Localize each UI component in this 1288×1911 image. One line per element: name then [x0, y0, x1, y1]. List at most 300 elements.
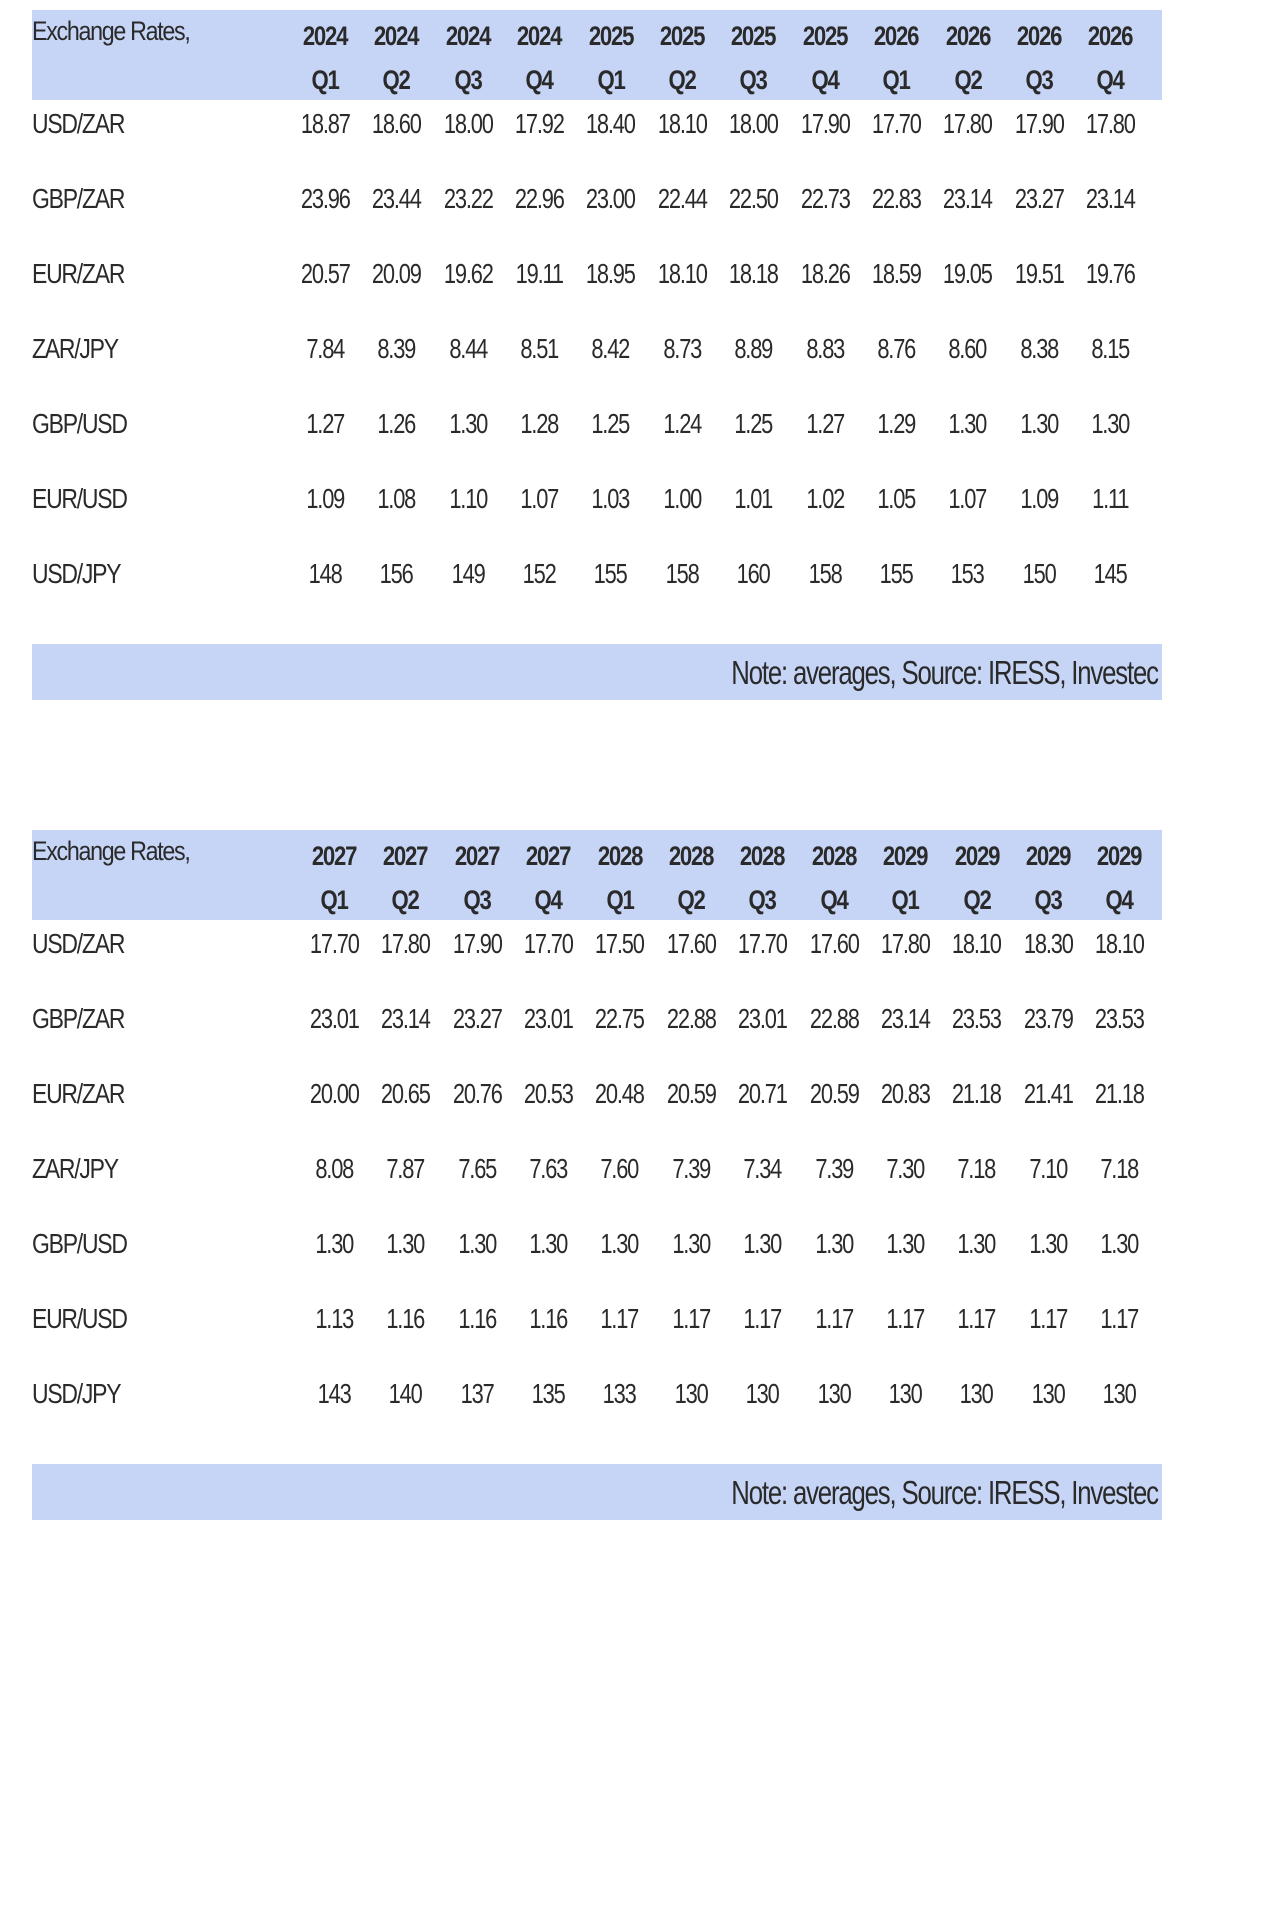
rate-value-text: 17.60	[666, 928, 716, 959]
column-quarter: Q4	[1105, 885, 1133, 915]
rate-value-text: 1.30	[1029, 1228, 1067, 1259]
rate-value-text: 1.17	[814, 1303, 853, 1334]
column-quarter: Q2	[668, 65, 696, 95]
rate-value	[360, 483, 432, 515]
table-title: Exchange Rates,	[32, 836, 190, 866]
rate-value	[1003, 183, 1075, 215]
rate-value	[1074, 483, 1146, 515]
rate-value-text: 130	[1031, 1378, 1065, 1409]
rate-value	[932, 258, 1004, 290]
rate-value	[1003, 483, 1075, 515]
rate-value	[646, 483, 718, 515]
rate-value-text: 149	[451, 558, 485, 589]
column-year: 2029	[1097, 841, 1142, 871]
rate-value	[655, 1153, 727, 1185]
rate-value	[726, 1003, 798, 1035]
rate-value	[1074, 408, 1146, 440]
rate-value-text: 17.70	[737, 928, 787, 959]
rate-value	[360, 108, 432, 140]
rate-value-text: 20.53	[523, 1078, 573, 1109]
rate-value	[1083, 1303, 1155, 1335]
rate-value-text: 23.14	[943, 183, 992, 214]
rate-value-text: 23.14	[1085, 183, 1135, 214]
column-header	[1013, 834, 1083, 922]
rate-value-text: 17.70	[871, 108, 921, 139]
rate-value-text: 1.25	[591, 408, 630, 439]
rate-value	[869, 928, 941, 960]
rate-value	[298, 1378, 370, 1410]
column-year: 2029	[954, 841, 999, 871]
rate-value	[503, 333, 575, 365]
rate-value	[441, 1378, 513, 1410]
column-header	[513, 834, 583, 922]
rate-value	[512, 1228, 584, 1260]
column-quarter: Q1	[606, 885, 634, 915]
rate-value-text: 18.87	[300, 108, 350, 139]
rate-value	[1074, 333, 1146, 365]
rate-value	[575, 408, 647, 440]
rate-value-text: 8.73	[663, 333, 701, 364]
rate-value	[1074, 558, 1146, 590]
rate-value-text: 7.65	[457, 1153, 496, 1184]
rate-value	[298, 1078, 370, 1110]
rate-value-text: 23.96	[300, 183, 350, 214]
currency-pair-label: GBP/USD	[32, 408, 127, 439]
rate-value	[789, 333, 861, 365]
rate-value-text: 18.00	[728, 108, 778, 139]
rate-value-text: 23.53	[952, 1003, 1001, 1034]
rate-value-text: 18.60	[371, 108, 421, 139]
rate-value-text: 18.95	[586, 258, 635, 289]
rate-value	[369, 928, 441, 960]
rate-value	[869, 1078, 941, 1110]
rate-value	[726, 1078, 798, 1110]
rate-value-text: 1.07	[520, 483, 559, 514]
rate-value-text: 22.44	[657, 183, 707, 214]
rate-value-text: 148	[308, 558, 342, 589]
rate-value-text: 8.83	[805, 333, 844, 364]
rate-value	[798, 1378, 870, 1410]
column-header	[504, 14, 574, 102]
table-note-bar	[32, 1464, 1162, 1520]
rate-value	[869, 1378, 941, 1410]
rate-value	[289, 483, 361, 515]
rate-value	[941, 1153, 1013, 1185]
column-year: 2025	[802, 21, 847, 51]
rate-value	[789, 558, 861, 590]
rate-value-text: 1.25	[734, 408, 773, 439]
rate-value-text: 7.18	[1100, 1153, 1139, 1184]
rate-value-text: 130	[888, 1378, 922, 1409]
rate-value	[646, 183, 718, 215]
column-year: 2028	[811, 841, 856, 871]
rate-value	[860, 333, 932, 365]
table-row	[32, 400, 1162, 475]
currency-pair-label: ZAR/JPY	[32, 333, 118, 364]
rate-value	[798, 1003, 870, 1035]
rate-value	[1012, 1228, 1084, 1260]
column-year: 2024	[517, 21, 562, 51]
rate-value	[1083, 1378, 1155, 1410]
rate-value-text: 18.59	[871, 258, 921, 289]
column-quarter: Q1	[597, 65, 625, 95]
source-note: Note: averages, Source: IRESS, Investec	[731, 654, 1158, 691]
rate-value-text: 23.14	[880, 1003, 930, 1034]
rate-value	[717, 333, 789, 365]
rate-value-text: 23.44	[371, 183, 421, 214]
rate-value-text: 19.05	[943, 258, 992, 289]
rate-value	[860, 258, 932, 290]
rate-value-text: 1.09	[1020, 483, 1058, 514]
rate-value	[798, 1078, 870, 1110]
column-quarter: Q1	[311, 65, 339, 95]
rate-value-text: 1.17	[957, 1303, 996, 1334]
rate-value-text: 23.01	[523, 1003, 573, 1034]
column-quarter: Q2	[382, 65, 410, 95]
exchange-rates-table-2024-2026	[32, 10, 1162, 700]
column-year: 2026	[874, 21, 919, 51]
rate-value	[941, 1078, 1013, 1110]
rate-value	[512, 1003, 584, 1035]
rate-value-text: 1.02	[805, 483, 844, 514]
rate-value	[860, 183, 932, 215]
rate-value-text: 19.62	[443, 258, 493, 289]
rate-value	[575, 333, 647, 365]
rate-value	[289, 333, 361, 365]
rate-value-text: 21.41	[1023, 1078, 1073, 1109]
column-year: 2024	[445, 21, 490, 51]
source-note: Note: averages, Source: IRESS, Investec	[731, 1474, 1158, 1511]
rate-value	[289, 258, 361, 290]
rate-value-text: 8.39	[377, 333, 416, 364]
rate-value	[289, 108, 361, 140]
exchange-rates-table-2027-2029	[32, 830, 1162, 1520]
rate-value	[369, 1153, 441, 1185]
rate-value-text: 1.28	[520, 408, 559, 439]
rate-value	[1012, 1303, 1084, 1335]
rate-value	[798, 928, 870, 960]
rate-value-text: 8.89	[734, 333, 773, 364]
rate-value	[575, 558, 647, 590]
rate-value-text: 17.90	[452, 928, 502, 959]
column-quarter: Q2	[954, 65, 982, 95]
rate-value-text: 23.01	[309, 1003, 359, 1034]
rate-value	[441, 1303, 513, 1335]
rate-value	[717, 408, 789, 440]
rate-value-text: 23.14	[380, 1003, 430, 1034]
rate-value-text: 8.60	[948, 333, 987, 364]
currency-pair-label: EUR/USD	[32, 483, 127, 514]
rate-value-text: 20.59	[809, 1078, 859, 1109]
rate-value	[646, 108, 718, 140]
column-header	[1075, 14, 1145, 102]
rate-value-text: 1.17	[600, 1303, 639, 1334]
rate-value	[1003, 558, 1075, 590]
column-year: 2027	[454, 841, 499, 871]
rate-value-text: 8.38	[1020, 333, 1058, 364]
rate-value	[869, 1003, 941, 1035]
rate-value-text: 22.88	[809, 1003, 859, 1034]
column-header	[647, 14, 717, 102]
table-row	[32, 1370, 1162, 1445]
rate-value-text: 1.00	[663, 483, 701, 514]
rate-value	[1083, 928, 1155, 960]
rate-value	[1003, 408, 1075, 440]
rate-value-text: 152	[522, 558, 556, 589]
rate-value	[575, 108, 647, 140]
rate-value-text: 19.51	[1014, 258, 1064, 289]
rate-value	[512, 1153, 584, 1185]
rate-value-text: 17.90	[800, 108, 850, 139]
rate-value-text: 158	[665, 558, 699, 589]
rate-value-text: 1.11	[1092, 483, 1129, 514]
rate-value-text: 22.88	[666, 1003, 716, 1034]
column-header	[1004, 14, 1074, 102]
rate-value-text: 21.18	[952, 1078, 1001, 1109]
rate-value	[1012, 1003, 1084, 1035]
column-header	[1084, 834, 1154, 922]
rate-value	[512, 1378, 584, 1410]
rate-value	[503, 258, 575, 290]
rate-value	[932, 183, 1004, 215]
rate-value-text: 20.71	[737, 1078, 787, 1109]
rate-value	[941, 1303, 1013, 1335]
rate-value-text: 20.59	[666, 1078, 716, 1109]
column-header	[585, 834, 655, 922]
column-quarter: Q3	[1025, 65, 1053, 95]
column-year: 2026	[1088, 21, 1133, 51]
rate-value	[1074, 183, 1146, 215]
rate-value	[655, 1003, 727, 1035]
rate-value	[655, 1228, 727, 1260]
rate-value-text: 1.05	[877, 483, 916, 514]
rate-value	[503, 108, 575, 140]
table-row	[32, 100, 1162, 175]
rate-value-text: 8.15	[1091, 333, 1130, 364]
rate-value	[369, 1303, 441, 1335]
rate-value	[726, 928, 798, 960]
column-header	[656, 834, 726, 922]
column-year: 2029	[1025, 841, 1071, 871]
rate-value	[512, 1303, 584, 1335]
rate-value-text: 145	[1093, 558, 1127, 589]
rate-value	[441, 1078, 513, 1110]
rate-value	[932, 408, 1004, 440]
rate-value-text: 155	[879, 558, 913, 589]
rate-value-text: 130	[817, 1378, 851, 1409]
rate-value	[441, 928, 513, 960]
column-year: 2026	[1016, 21, 1062, 51]
rate-value	[369, 1228, 441, 1260]
column-year: 2028	[740, 841, 785, 871]
column-year: 2024	[374, 21, 419, 51]
rate-value	[584, 1378, 656, 1410]
table-note-bar	[32, 644, 1162, 700]
rate-value-text: 22.83	[871, 183, 921, 214]
column-header	[727, 834, 797, 922]
rate-value	[360, 558, 432, 590]
rate-value-text: 150	[1022, 558, 1056, 589]
rate-value	[655, 1303, 727, 1335]
rate-value	[646, 333, 718, 365]
rate-value	[941, 1003, 1013, 1035]
rate-value-text: 8.08	[315, 1153, 353, 1184]
rate-value-text: 19.76	[1085, 258, 1135, 289]
rate-value-text: 158	[808, 558, 842, 589]
column-year: 2028	[597, 841, 642, 871]
table-row	[32, 1070, 1162, 1145]
rate-value-text: 20.65	[380, 1078, 430, 1109]
rate-value-text: 23.79	[1023, 1003, 1073, 1034]
rate-value	[860, 408, 932, 440]
rate-value	[726, 1228, 798, 1260]
rate-value	[432, 108, 504, 140]
rate-value-text: 1.30	[448, 408, 487, 439]
rate-value	[932, 483, 1004, 515]
rate-value-text: 18.10	[657, 258, 707, 289]
rate-value-text: 23.53	[1094, 1003, 1144, 1034]
table-header	[32, 830, 1162, 920]
rate-value	[584, 1303, 656, 1335]
rate-value	[1012, 1378, 1084, 1410]
rate-value	[655, 1078, 727, 1110]
rate-value-text: 23.01	[737, 1003, 787, 1034]
column-year: 2029	[883, 841, 928, 871]
rate-value-text: 21.18	[1094, 1078, 1144, 1109]
rate-value-text: 1.30	[600, 1228, 639, 1259]
rate-value	[655, 928, 727, 960]
rate-value-text: 1.27	[805, 408, 844, 439]
rate-value-text: 7.84	[306, 333, 344, 364]
currency-pair-label: ZAR/JPY	[32, 1153, 118, 1184]
column-quarter: Q3	[1034, 885, 1062, 915]
column-quarter: Q1	[320, 885, 348, 915]
currency-pair-label: USD/ZAR	[32, 928, 125, 959]
rate-value-text: 1.16	[529, 1303, 568, 1334]
column-quarter: Q3	[748, 885, 776, 915]
rate-value-text: 1.30	[529, 1228, 568, 1259]
rate-value	[298, 1003, 370, 1035]
column-year: 2028	[668, 841, 714, 871]
rate-value-text: 20.48	[595, 1078, 644, 1109]
table-row	[32, 1220, 1162, 1295]
rate-value	[289, 558, 361, 590]
column-quarter: Q1	[891, 885, 919, 915]
rate-value-text: 1.27	[306, 408, 344, 439]
table-title: Exchange Rates,	[32, 16, 190, 46]
column-quarter: Q2	[963, 885, 991, 915]
rate-value	[584, 1153, 656, 1185]
rate-value-text: 1.30	[1091, 408, 1130, 439]
rate-value-text: 1.26	[377, 408, 416, 439]
rate-value-text: 1.30	[315, 1228, 353, 1259]
column-year: 2024	[302, 21, 348, 51]
rate-value	[726, 1378, 798, 1410]
rate-value-text: 17.70	[523, 928, 573, 959]
table-row	[32, 475, 1162, 550]
rate-value-text: 1.17	[886, 1303, 925, 1334]
column-header	[790, 14, 860, 102]
rate-value-text: 22.96	[514, 183, 564, 214]
rate-value	[798, 1303, 870, 1335]
rate-value	[432, 483, 504, 515]
rate-value	[655, 1378, 727, 1410]
rate-value	[503, 408, 575, 440]
rate-value	[726, 1303, 798, 1335]
table-row	[32, 250, 1162, 325]
rate-value-text: 143	[317, 1378, 351, 1409]
rate-value	[298, 1153, 370, 1185]
rate-value-text: 1.30	[948, 408, 987, 439]
column-header	[861, 14, 931, 102]
column-quarter: Q4	[820, 885, 848, 915]
rate-value	[575, 258, 647, 290]
rate-value-text: 23.00	[586, 183, 635, 214]
rate-value	[441, 1153, 513, 1185]
rate-value	[1074, 258, 1146, 290]
column-header	[799, 834, 869, 922]
table-row	[32, 1145, 1162, 1220]
rate-value-text: 156	[379, 558, 413, 589]
rate-value	[798, 1153, 870, 1185]
rate-value-text: 18.10	[952, 928, 1001, 959]
column-year: 2025	[659, 21, 705, 51]
column-quarter: Q3	[454, 65, 482, 95]
rate-value-text: 7.39	[814, 1153, 853, 1184]
rate-value-text: 7.34	[743, 1153, 782, 1184]
rate-value-text: 18.26	[800, 258, 850, 289]
column-quarter: Q4	[525, 65, 553, 95]
rate-value-text: 1.30	[743, 1228, 782, 1259]
rate-value-text: 1.01	[734, 483, 773, 514]
rate-value-text: 23.22	[443, 183, 493, 214]
rate-value	[584, 1228, 656, 1260]
rate-value-text: 1.07	[948, 483, 987, 514]
rate-value	[1074, 108, 1146, 140]
column-header	[442, 834, 512, 922]
rate-value-text: 1.08	[377, 483, 416, 514]
rate-value	[646, 408, 718, 440]
rate-value	[1003, 108, 1075, 140]
rate-value	[1083, 1003, 1155, 1035]
rate-value-text: 130	[674, 1378, 708, 1409]
rate-value	[789, 183, 861, 215]
currency-pair-label: GBP/USD	[32, 1228, 127, 1259]
rate-value-text: 1.10	[448, 483, 487, 514]
rate-value	[1003, 333, 1075, 365]
rate-value	[369, 1003, 441, 1035]
rate-value-text: 133	[603, 1378, 637, 1409]
rate-value-text: 20.09	[371, 258, 421, 289]
rate-value	[860, 483, 932, 515]
rate-value-text: 23.27	[452, 1003, 502, 1034]
rate-value-text: 22.75	[595, 1003, 644, 1034]
rate-value-text: 140	[388, 1378, 422, 1409]
rate-value	[646, 558, 718, 590]
rate-value-text: 137	[460, 1378, 494, 1409]
rate-value	[1012, 1078, 1084, 1110]
column-quarter: Q2	[391, 885, 419, 915]
rate-value	[1083, 1078, 1155, 1110]
rate-value	[1012, 928, 1084, 960]
rate-value	[717, 483, 789, 515]
rate-value	[932, 108, 1004, 140]
column-header	[870, 834, 940, 922]
table-row	[32, 550, 1162, 625]
rate-value	[717, 558, 789, 590]
rate-value	[1083, 1228, 1155, 1260]
rate-value-text: 17.80	[880, 928, 930, 959]
